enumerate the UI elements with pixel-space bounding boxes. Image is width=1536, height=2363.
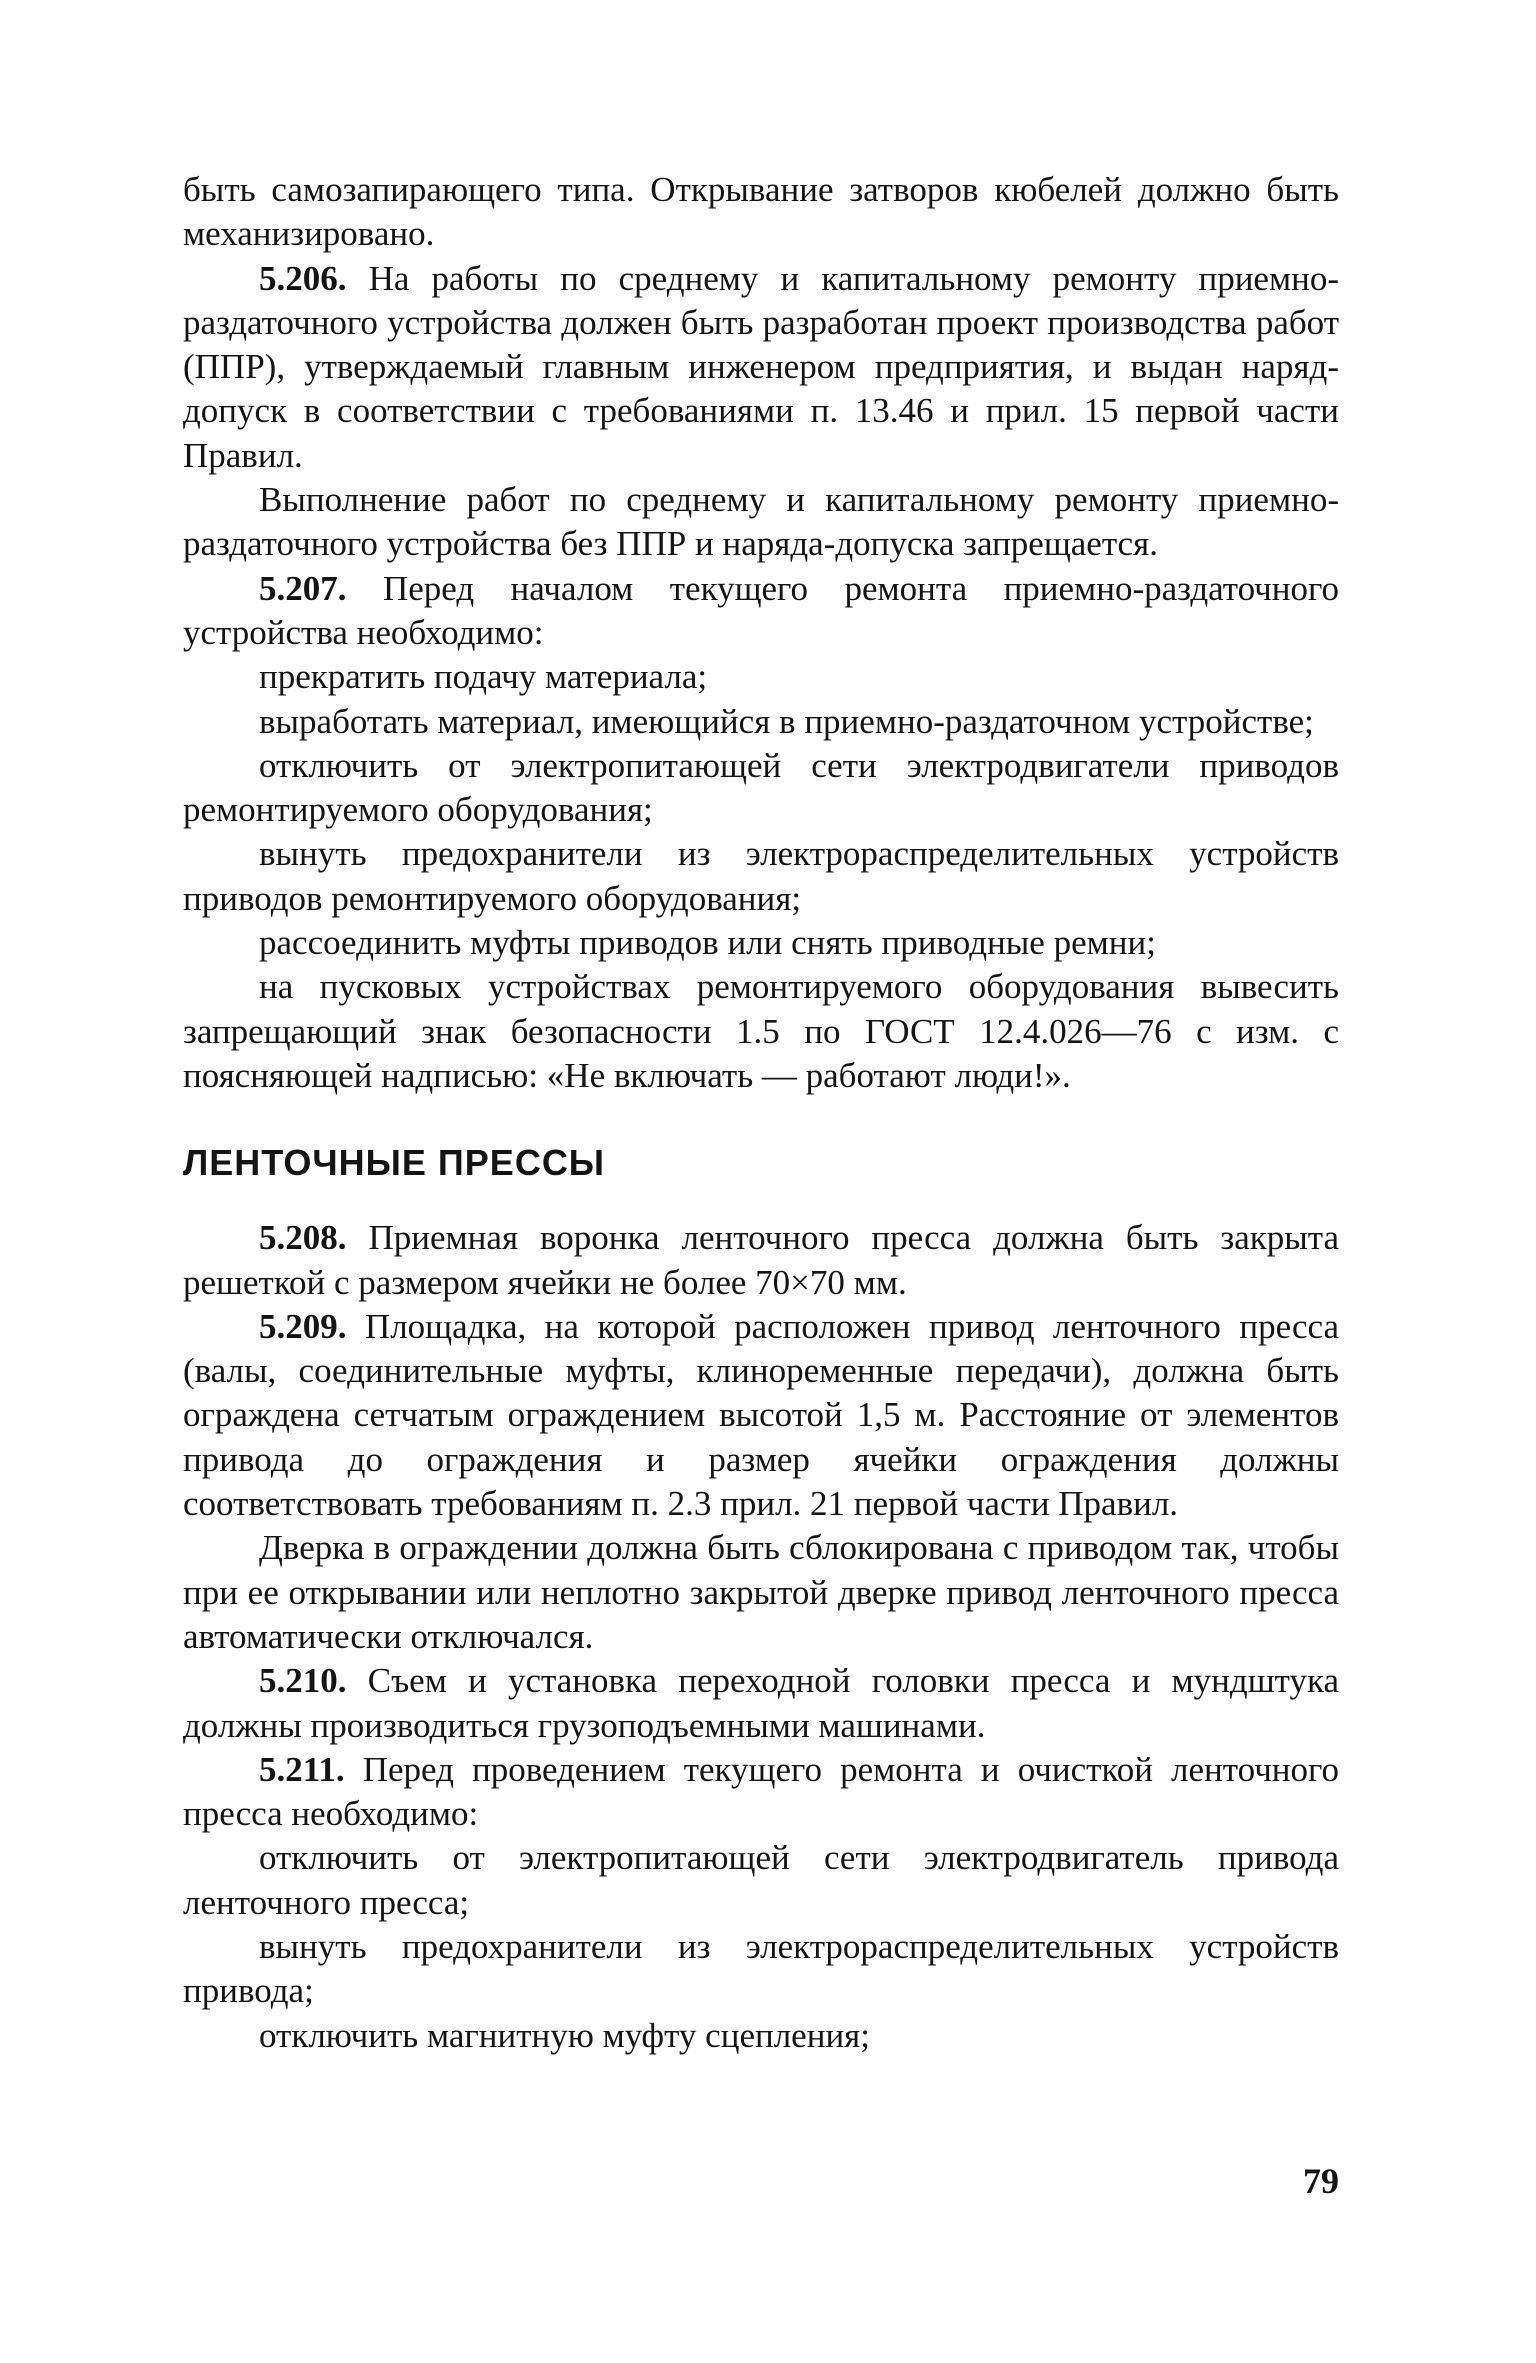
clause-number: 5.209.: [259, 1306, 347, 1346]
paragraph-text: Перед началом текущего ремонта приемно-раздаточного устройства необходимо:: [183, 568, 1340, 652]
paragraph-text: отключить от электропитающей сети электродвигатели приводов ремонтируемого оборудования;: [183, 745, 1339, 830]
paragraph: [183, 1216, 1339, 1305]
paragraph-text: вынуть предохранители из электрораспределительных устройств привода;: [183, 1926, 1339, 2011]
paragraph-text: Съем и установка переходной головки пресса и мундштука должны производиться грузоподъемными машинами.: [183, 1661, 1340, 1745]
paragraph-text: Площадка, на которой расположен привод ленточного пресса (валы, соединительные муфты, клиноременные передачи), должна быть ограждена сетчатым ограждением высотой 1,5 м. Расстояние от элементов привода до ограждения и размер ячейки ограждения должны соответствовать требованиям п. 2.3 прил. 21 первой части Правил.: [183, 1306, 1340, 1524]
paragraph: [183, 168, 1339, 257]
paragraph: [183, 965, 1339, 1098]
paragraph: [183, 1659, 1339, 1748]
paragraph-text: прекратить подачу материала;: [259, 657, 708, 697]
document-page: [183, 168, 1339, 2058]
paragraph: [183, 567, 1339, 656]
page-number: 79: [1303, 2161, 1339, 2201]
paragraph: [183, 832, 1339, 921]
paragraph: [183, 744, 1339, 833]
paragraph-text: рассоединить муфты приводов или снять приводные ремни;: [259, 923, 1156, 963]
paragraph: [183, 1305, 1339, 1526]
paragraph: [183, 921, 1339, 965]
clause-number: 5.206.: [259, 258, 347, 298]
paragraph: [183, 1526, 1339, 1659]
paragraphs-bottom: [183, 1216, 1339, 2058]
paragraph-text: На работы по среднему и капитальному ремонту приемно-раздаточного устройства должен быть разработан проект производства работ (ППР), утверждаемый главным инженером предприятия, и выдан наряд-допуск в соответствии с требованиями п. 13.46 и прил. 15 первой части Правил.: [183, 258, 1339, 475]
paragraph: [183, 2014, 1339, 2058]
paragraph-text: Выполнение работ по среднему и капитальному ремонту приемно-раздаточного устройства без ППР и наряда-допуска запрещается.: [183, 480, 1339, 564]
paragraph: [183, 257, 1339, 478]
paragraph-text: отключить от электропитающей сети электродвигатель привода ленточного пресса;: [183, 1838, 1339, 1922]
paragraph: [183, 655, 1339, 699]
paragraph: [183, 700, 1339, 744]
paragraph-text: Дверка в ограждении должна быть сблокирована с приводом так, чтобы при ее открывании или неплотно закрытой дверке привод ленточного пресса автоматически отключался.: [183, 1528, 1339, 1656]
paragraph: [183, 1748, 1339, 1837]
paragraph-text: Перед проведением текущего ремонта и очисткой ленточного пресса необходимо:: [183, 1749, 1340, 1834]
paragraph-text: выработать материал, имеющийся в приемно-раздаточном устройстве;: [259, 701, 1314, 741]
paragraph: [183, 1836, 1339, 1925]
clause-number: 5.207.: [259, 568, 347, 608]
paragraph: [183, 1925, 1339, 2014]
paragraphs-top: [183, 168, 1339, 1098]
clause-number: 5.210.: [259, 1661, 347, 1701]
paragraph-text: на пусковых устройствах ремонтируемого оборудования вывесить запрещающий знак безопасности 1.5 по ГОСТ 12.4.026—76 с изм. с поясняющей надписью: «Не включать — работают люди!».: [183, 967, 1339, 1095]
clause-number: 5.208.: [259, 1218, 347, 1258]
clause-number: 5.211.: [259, 1749, 345, 1789]
paragraph-text: быть самозапирающего типа. Открывание затворов кюбелей должно быть механизировано.: [183, 170, 1339, 254]
paragraph: [183, 478, 1339, 567]
paragraph-text: вынуть предохранители из электрораспределительных устройств приводов ремонтируемого оборудования;: [183, 834, 1339, 918]
paragraph-text: отключить магнитную муфту сцепления;: [259, 2015, 870, 2055]
paragraph-text: Приемная воронка ленточного пресса должна быть закрыта решеткой с размером ячейки не более 70×70 мм.: [183, 1218, 1340, 1302]
section-heading: ЛЕНТОЧНЫЕ ПРЕССЫ: [183, 1142, 606, 1184]
